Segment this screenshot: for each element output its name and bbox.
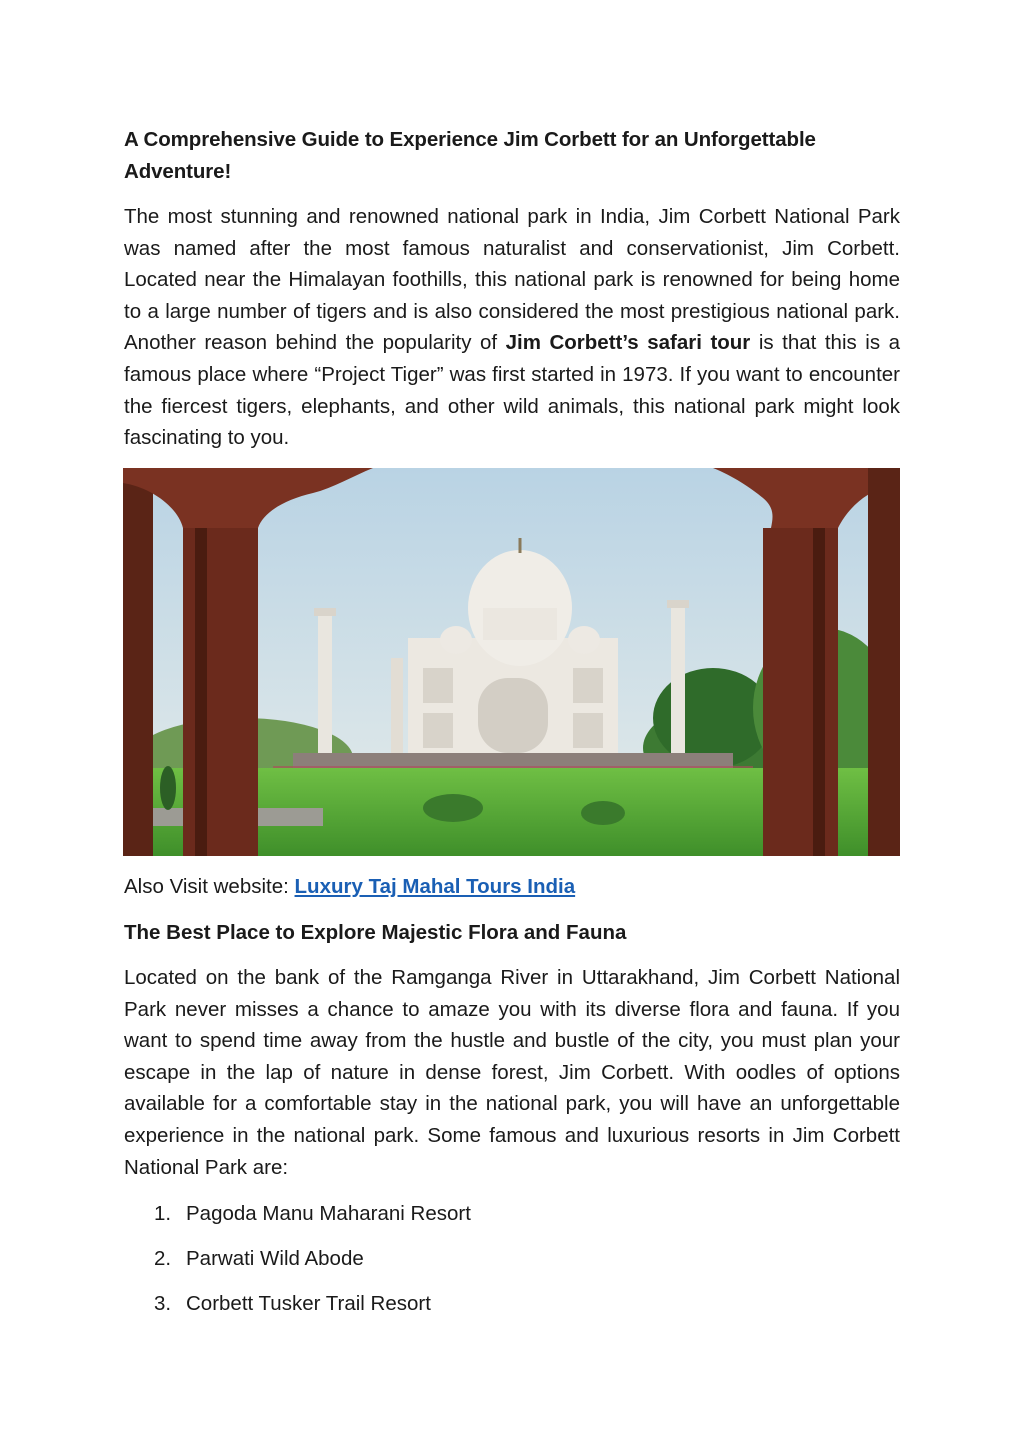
list-number: 1. [154, 1202, 172, 1225]
section-heading: The Best Place to Explore Majestic Flora and Fauna [124, 921, 627, 944]
intro-paragraph [124, 201, 900, 454]
luxury-taj-mahal-tours-link[interactable]: Luxury Taj Mahal Tours India [294, 875, 576, 898]
document-title: A Comprehensive Guide to Experience Jim Corbett for an Unforgettable Adventure! [124, 128, 816, 183]
also-visit-line [124, 871, 900, 903]
intro-bold-text: Jim Corbett’s safari tour [505, 331, 751, 355]
list-item-label: Pagoda Manu Maharani Resort [186, 1202, 471, 1225]
list-item [154, 1198, 754, 1230]
intro-text-2: is that this is a famous place where “Project Tiger” was first started in 1973. If you want to encounter the fiercest tigers, elephants, and other wild animals, this national park might look fascinating to you. [124, 331, 900, 450]
list-item [154, 1288, 754, 1320]
section-paragraph: Located on the bank of the Ramganga River in Uttarakhand, Jim Corbett National Park never misses a chance to amaze you with its diverse flora and fauna. If you want to spend time away from the hustle and bustle of the city, you must plan your escape in the lap of nature in dense forest, Jim Corbett. With oodles of options available for a comfortable stay in the national park, you will have an unforgettable experience in the national park. Some famous and luxurious resorts in Jim Corbett National Park are: [124, 966, 900, 1179]
taj-mahal-photo [123, 468, 900, 856]
list-number: 2. [154, 1247, 172, 1270]
also-visit-prefix: Also Visit website: [124, 875, 295, 898]
list-item-label: Parwati Wild Abode [186, 1247, 364, 1270]
list-number: 3. [154, 1292, 172, 1315]
list-item-label: Corbett Tusker Trail Resort [186, 1292, 431, 1315]
list-item [154, 1243, 754, 1275]
intro-text-1: The most stunning and renowned national park in India, Jim Corbett National Park was named after the most famous naturalist and conservationist, Jim Corbett. Located near the Himalayan foothills, this national park is renowned for being home to a large number of tigers and is also considered the most prestigious national park. Another reason behind the popularity of [124, 205, 900, 355]
